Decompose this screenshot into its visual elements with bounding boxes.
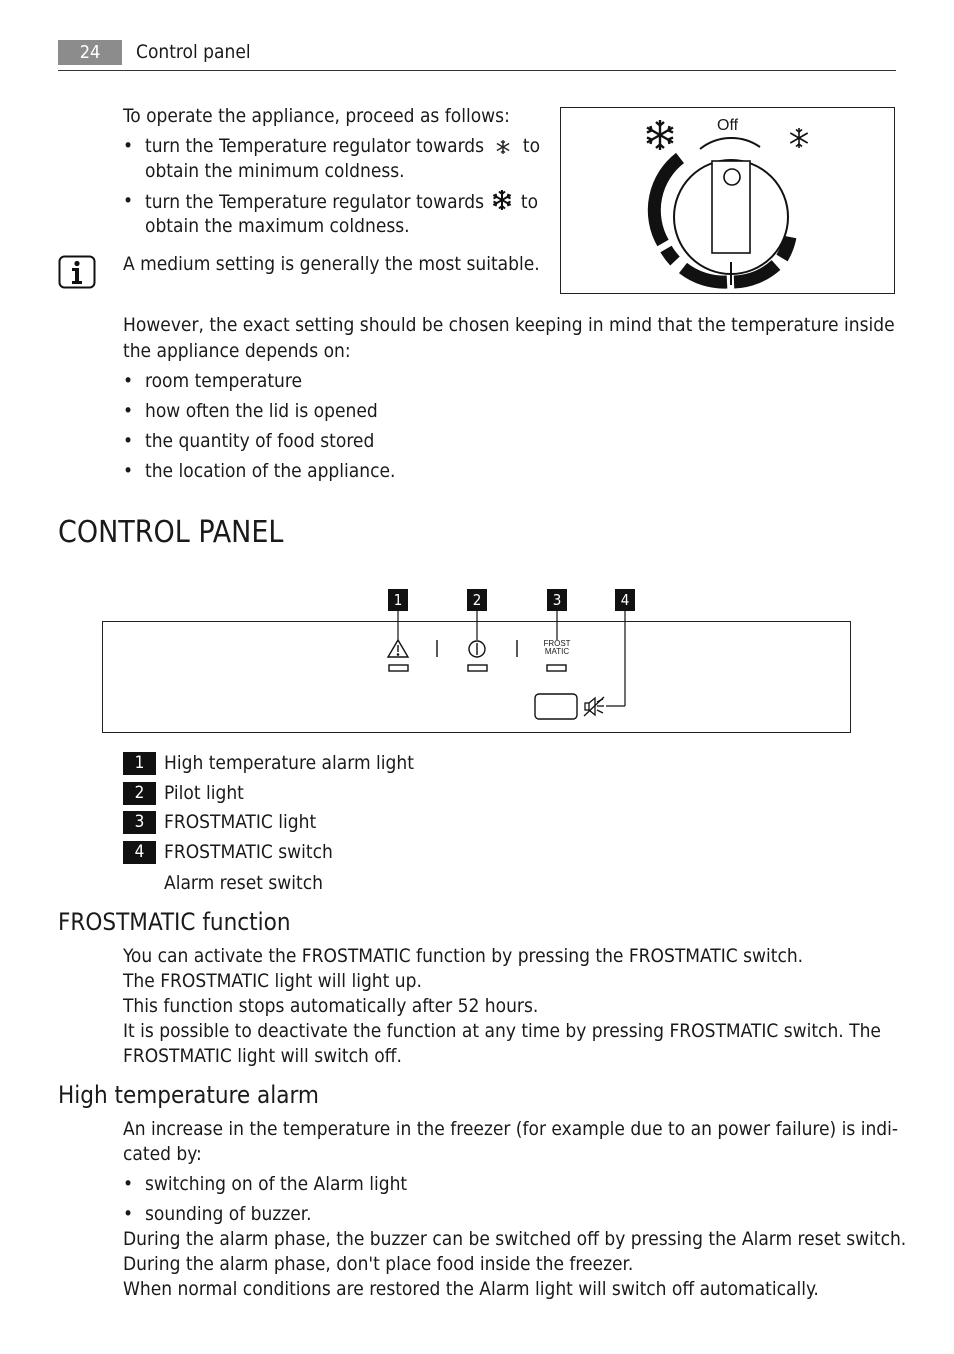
dial-off-label: Off [717,117,739,134]
list-item: • sounding of buzzer. [145,1202,312,1227]
however-line-1: However, the exact setting should be chosen keeping in mind that the temperature inside [123,314,895,336]
list-item: • how often the lid is opened [145,399,378,424]
callout-4: 4 [615,589,635,611]
warning-icon [388,640,408,657]
paragraph-line: You can activate the FROSTMATIC function by pressing the FROSTMATIC switch. [123,945,804,967]
paragraph-line: The FROSTMATIC light will light up. [123,970,422,992]
legend-number: 1 [123,752,156,775]
paragraph-line: An increase in the temperature in the freezer (for example due to an power failure) is indi- [123,1118,899,1140]
paragraph-line: During the alarm phase, don't place food inside the freezer. [123,1253,634,1275]
paragraph-line: During the alarm phase, the buzzer can be switched off by pressing the Alarm reset switch. [123,1228,907,1250]
section-title-high-temp-alarm: High temperature alarm [58,1081,319,1109]
legend-number: 4 [123,841,156,864]
legend-number: 2 [123,782,156,805]
paragraph-line: FROSTMATIC light will switch off. [123,1045,402,1067]
legend-label: FROSTMATIC light [164,811,317,833]
intro-bullet-1: • turn the Temperature regulator towards to [145,134,540,162]
intro-bullet-1-cont: obtain the minimum coldness. [145,160,405,182]
speaker-mute-icon [584,697,604,716]
callout-2: 2 [467,589,487,611]
section-title-control-panel: CONTROL PANEL [58,515,284,550]
legend-label: FROSTMATIC switch [164,841,333,863]
however-line-2: the appliance depends on: [123,340,351,362]
intro-bullet-2-cont: obtain the maximum coldness. [145,215,410,237]
paragraph-line: cated by: [123,1143,202,1165]
frostmatic-label: FROST MATIC [543,639,571,656]
paragraph-line: It is possible to deactivate the function at any time by pressing FROSTMATIC switch. The [123,1020,881,1042]
pilot-light [468,665,487,671]
list-item: • switching on of the Alarm light [145,1172,407,1197]
power-icon [469,641,485,657]
legend-label: Pilot light [164,782,244,804]
running-header: Control panel [136,41,251,63]
paragraph-line: When normal conditions are restored the Alarm light will switch off automatically. [123,1278,819,1300]
callout-1: 1 [388,589,408,611]
alarm-light [389,665,408,671]
list-item: • the quantity of food stored [145,429,374,454]
page-number: 24 [58,40,122,65]
section-title-frostmatic: FROSTMATIC function [58,908,291,936]
intro-lead: To operate the appliance, proceed as follows: [123,105,510,127]
list-item: • room temperature [145,369,302,394]
list-item: • the location of the appliance. [145,459,395,484]
info-note: A medium setting is generally the most suitable. [123,253,540,275]
frostmatic-light [547,665,566,671]
frostmatic-switch [535,694,577,719]
paragraph-line: This function stops automatically after 52 hours. [123,995,539,1017]
legend-label: High temperature alarm light [164,752,414,774]
callout-3: 3 [547,589,567,611]
intro-bullet-2: • turn the Temperature regulator towards to [145,189,538,218]
legend-extra: Alarm reset switch [164,872,323,894]
legend-number: 3 [123,811,156,834]
